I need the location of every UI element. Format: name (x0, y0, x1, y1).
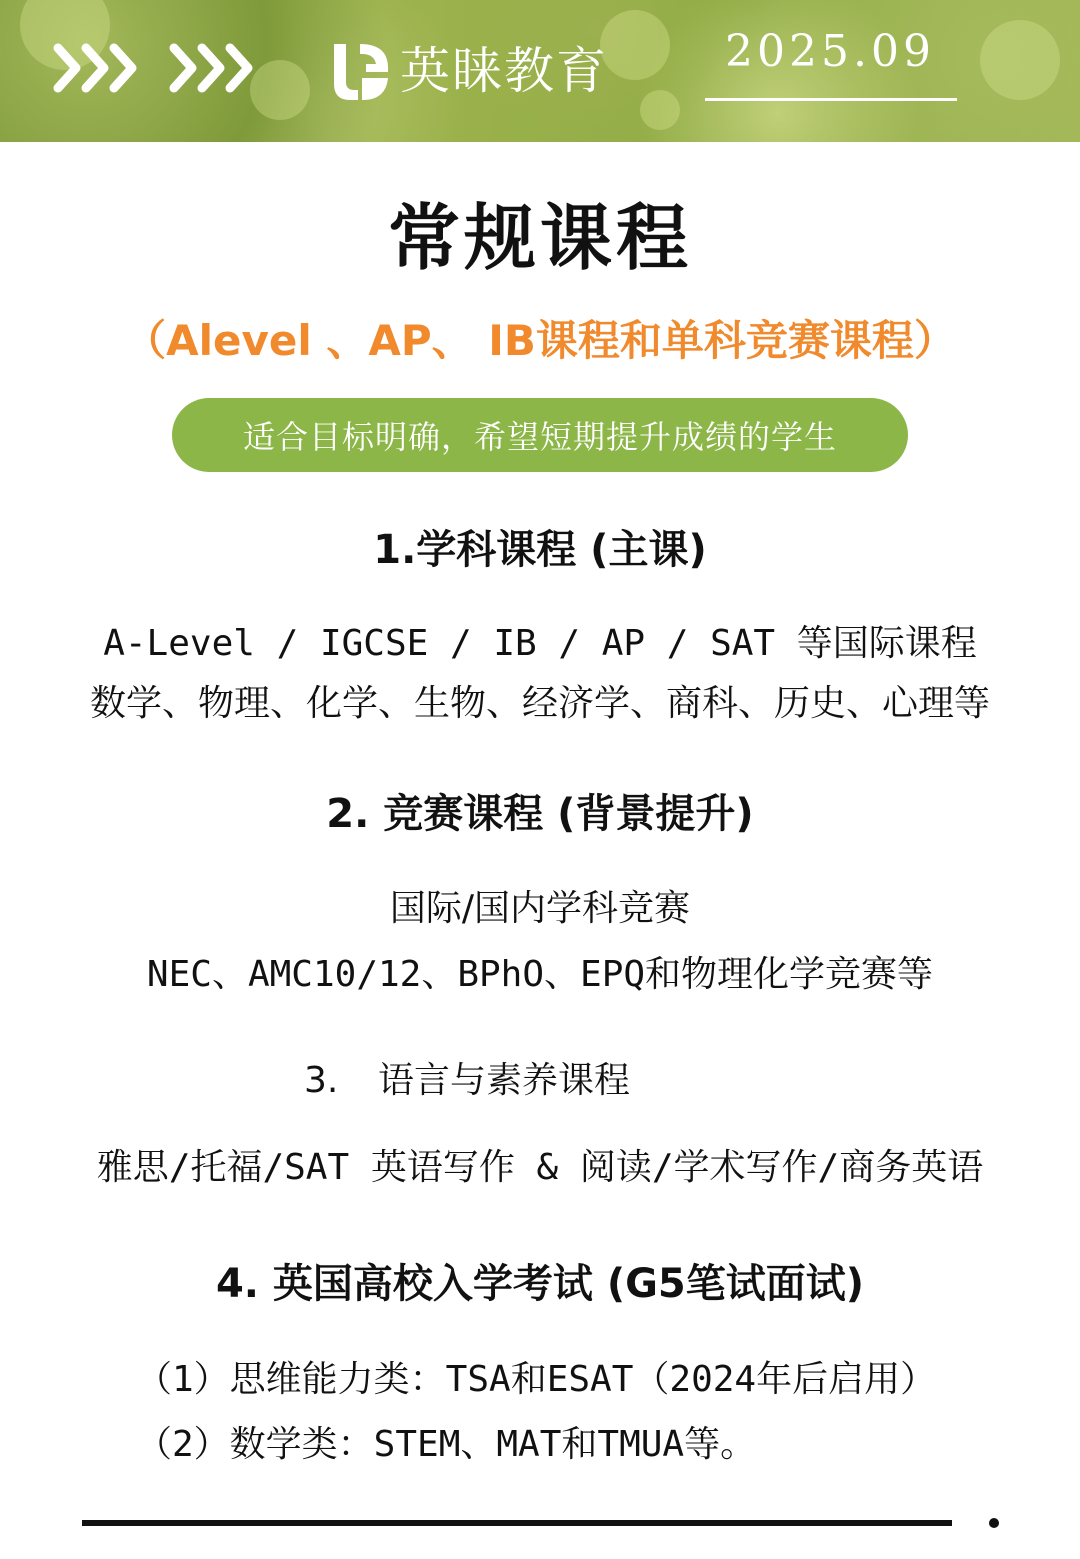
footer-divider (82, 1520, 952, 1526)
date-underline (705, 98, 957, 101)
header-banner (0, 0, 1080, 142)
section-line: 国际/国内学科竞赛 (389, 888, 691, 929)
section-line-text: （2）数学类：STEM、MAT和TMUA等。 (136, 1424, 757, 1465)
banner-bokeh (980, 20, 1060, 100)
banner-bokeh (640, 90, 680, 130)
audience-pill-label: 适合目标明确，希望短期提升成绩的学生 (242, 418, 837, 456)
section-line: 数学、物理、化学、生物、经济学、商科、历史、心理等 (89, 683, 990, 724)
section-line-text: （1）思维能力类：TSA和ESAT（2024年后启用） (136, 1359, 937, 1400)
triple-chevron-right-icon (168, 38, 260, 98)
chevron-group-right (168, 38, 260, 98)
section-line (136, 1424, 757, 1465)
section-heading-language-courses: 语言与素养课程 (378, 1060, 631, 1101)
section-heading-uk-admission-tests: 4. 英国高校入学考试 (G5笔试面试) (215, 1261, 865, 1307)
page-subtitle: （Alevel 、AP、 IB课程和单科竞赛课程） (124, 316, 956, 365)
brand-name: 英睐教育 (400, 42, 608, 100)
page-title: 常规课程 (387, 196, 692, 280)
footer-dot (989, 1518, 999, 1528)
section-number: 3. (304, 1060, 339, 1101)
section-heading-subject-courses: 1.学科课程 (主课) (373, 527, 707, 573)
audience-pill (172, 398, 908, 472)
section-heading-competition-courses: 2. 竞赛课程 (背景提升) (326, 791, 754, 837)
section-line (136, 1359, 937, 1400)
section-line-text: NEC、AMC10/12、BPhO、EPQ和物理化学竞赛等 (146, 954, 934, 995)
triple-chevron-right-icon (52, 38, 144, 98)
section-line (0, 623, 1080, 664)
brand-logo (330, 38, 608, 104)
brand-logo-icon (330, 38, 392, 104)
section-line (0, 1147, 1080, 1188)
section-line-text: 雅思/托福/SAT 英语写作 & 阅读/学术写作/商务英语 (96, 1147, 984, 1188)
section-line (0, 954, 1080, 995)
banner-bokeh (600, 10, 670, 80)
issue-date: 2025.09 (725, 26, 935, 77)
section-line-text: A-Level / IGCSE / IB / AP / SAT 等国际课程 (103, 623, 977, 664)
chevron-group-left (52, 38, 144, 98)
